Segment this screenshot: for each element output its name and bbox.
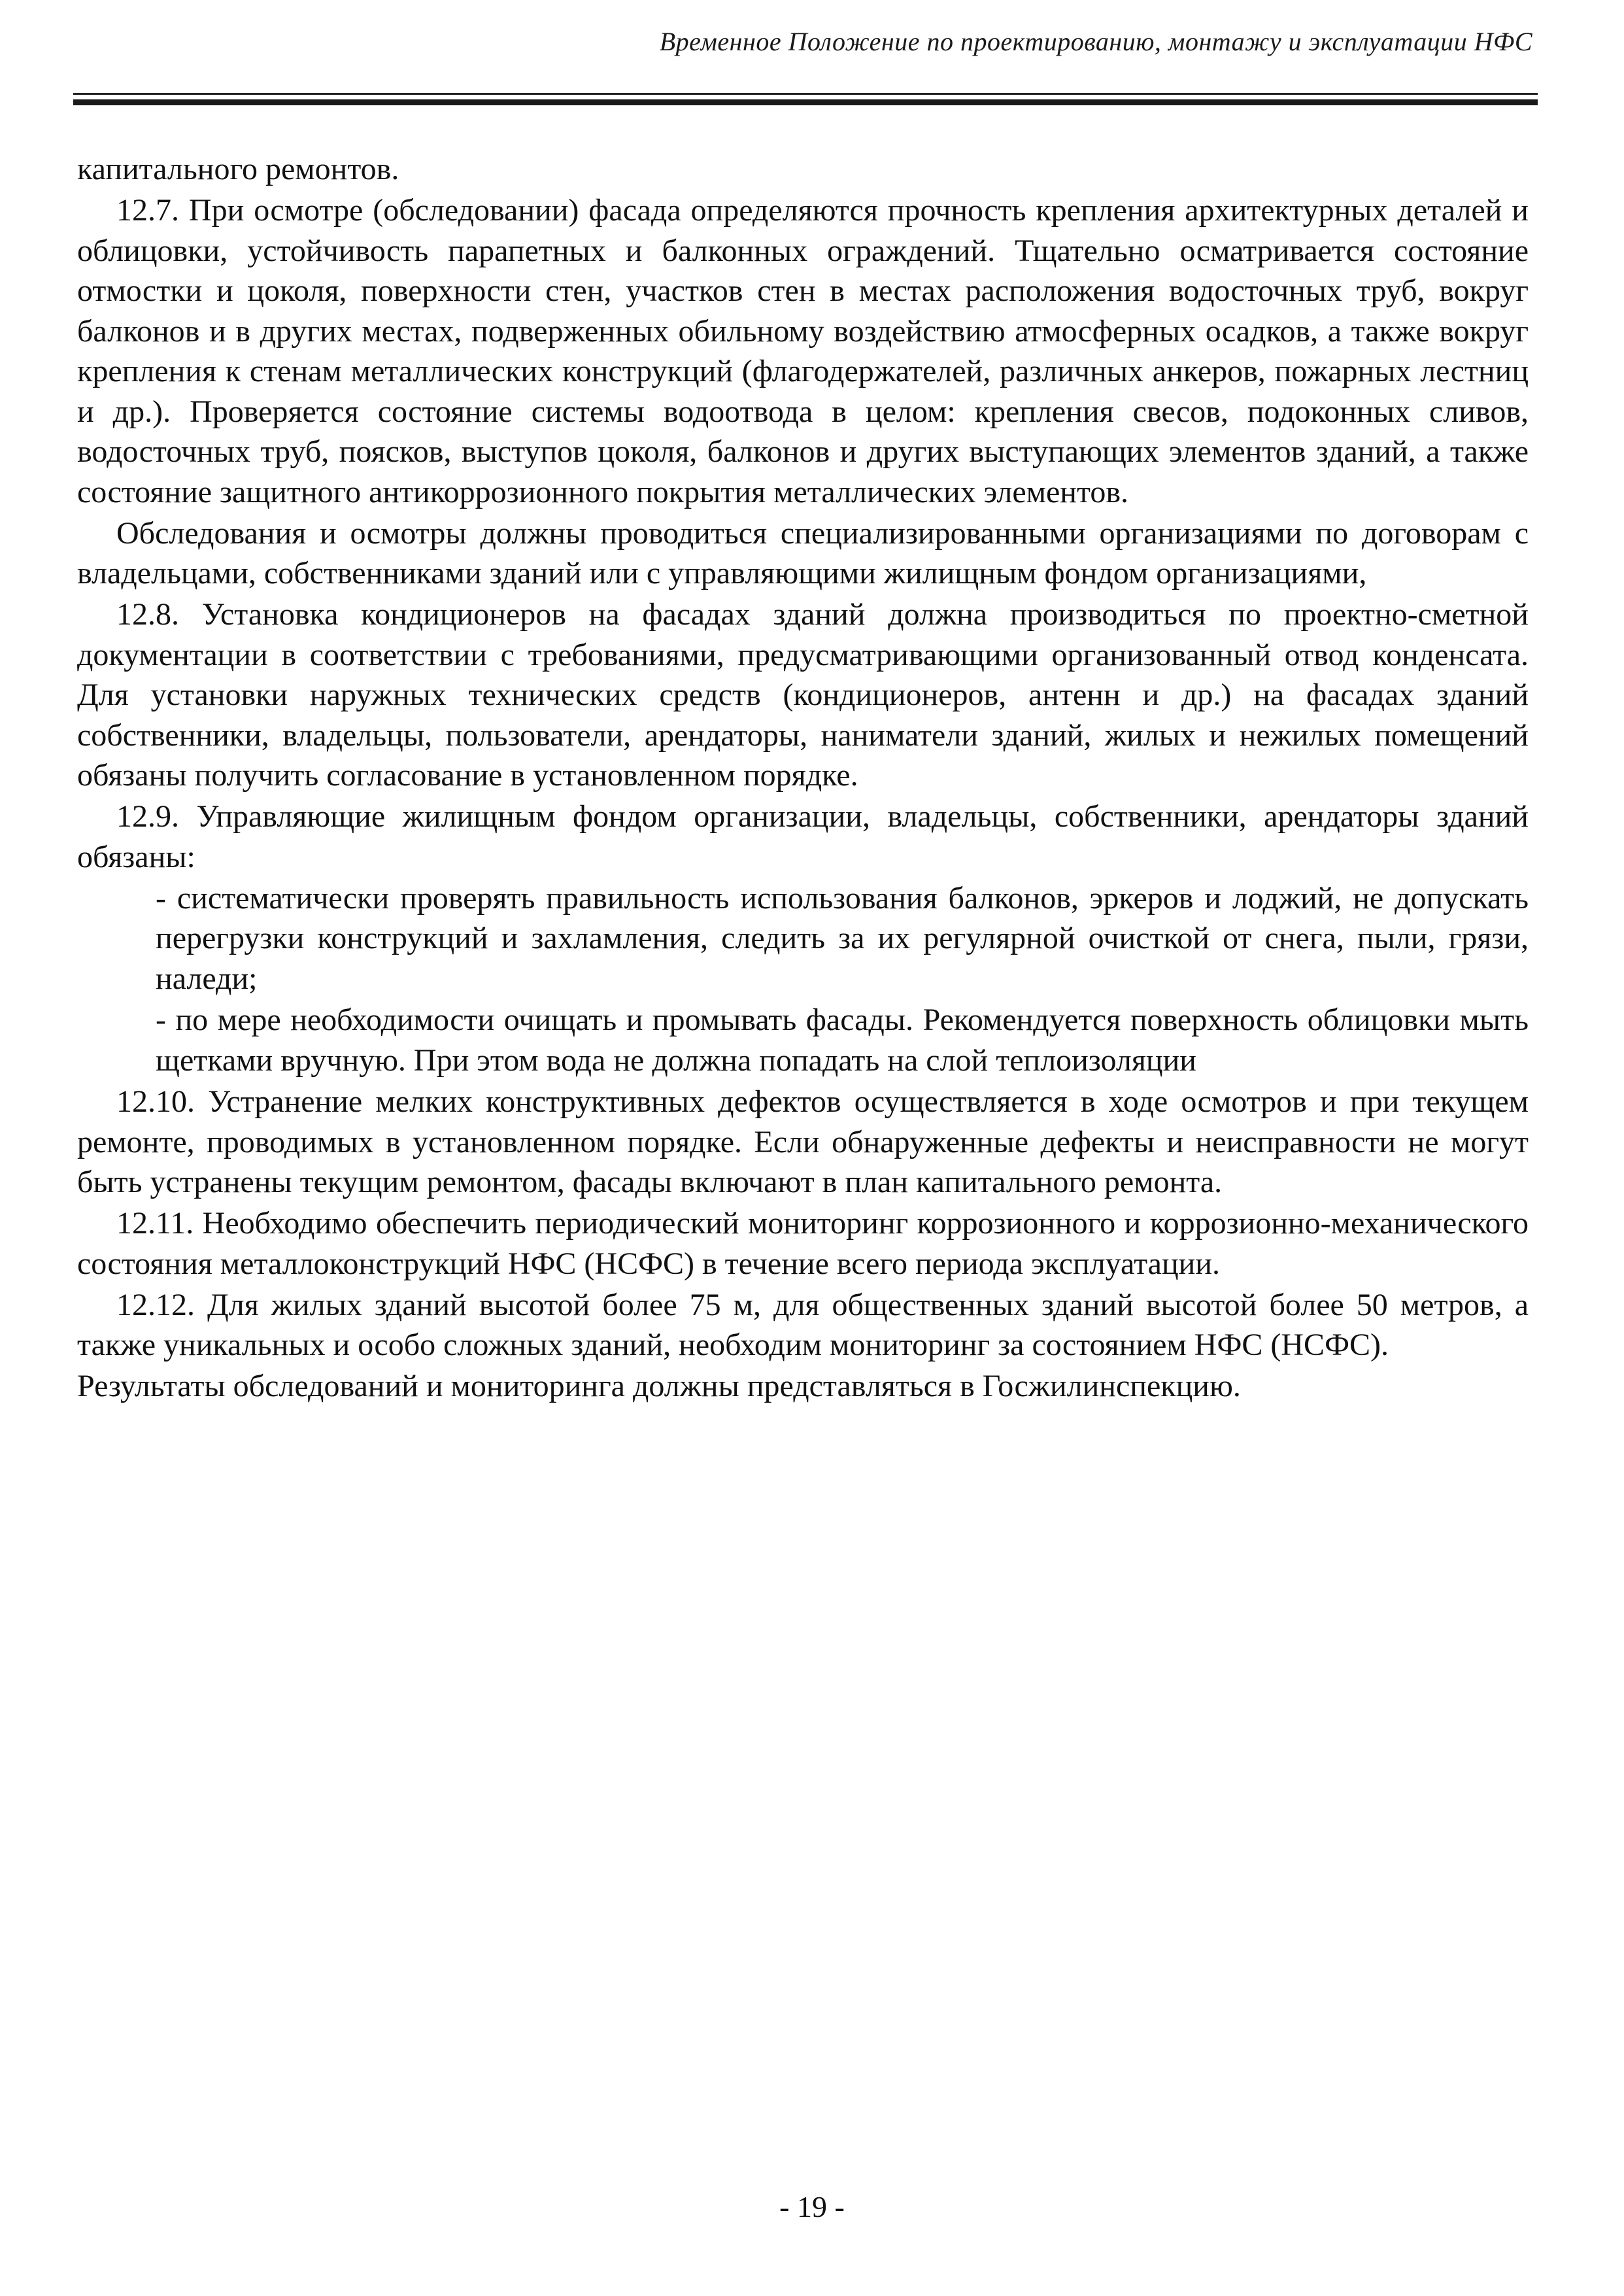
obligations-list: [77, 878, 1529, 1081]
paragraph-12-11: 12.11. Необходимо обеспечить периодический мониторинг коррозионного и коррозионно-механического состояния металлоконструкций НФС (НСФС) в течение всего периода эксплуатации.: [77, 1206, 1529, 1281]
header-rule-thin: [73, 93, 1538, 95]
header-rule-thick: [73, 99, 1538, 105]
paragraph-12-12: 12.12. Для жилых зданий высотой более 75 м, для общественных зданий высотой более 50 метров, а также уникальных и особо сложных зданий, необходим мониторинг за состоянием НФС (НСФС).: [77, 1287, 1529, 1362]
paragraph-12-10: 12.10. Устранение мелких конструктивных дефектов осуществляется в ходе осмотров и при текущем ремонте, проводимых в установленном порядке. Если обнаруженные дефекты и неисправности не могут быть устранены текущим ремонтом, фасады включают в план капитального ремонта.: [77, 1084, 1529, 1199]
paragraph-surveys: Обследования и осмотры должны проводиться специализированными организациями по договорам с владельцами, собственниками зданий или с управляющими жилищным фондом организациями,: [77, 515, 1529, 591]
paragraph-12-8: 12.8. Установка кондиционеров на фасадах зданий должна производиться по проектно-сметной документации в соответствии с требованиями, предусматривающими организованный отвод конденсата. Для установки наружных технических средств (кондиционеров, антенн и др.) на фасадах зданий собственники, владельцы, пользователи, арендаторы, наниматели зданий, жилых и нежилых помещений обязаны получить согласование в установленном порядке.: [77, 597, 1529, 793]
paragraph-results: Результаты обследований и мониторинга должны представляться в Госжилинспекцию.: [77, 1369, 1241, 1403]
page-number: - 19 -: [779, 2190, 845, 2223]
paragraph-12-9: 12.9. Управляющие жилищным фондом организации, владельцы, собственники, арендаторы зданий обязаны:: [77, 799, 1529, 874]
running-header: Временное Положение по проектированию, монтажу и эксплуатации НФС: [659, 27, 1532, 56]
paragraph-12-7: 12.7. При осмотре (обследовании) фасада определяются прочность крепления архитектурных деталей и облицовки, устойчивость парапетных и балконных ограждений. Тщательно осматривается состояние отмостки и цоколя, поверхности стен, участков стен в местах расположения водосточных труб, вокруг балконов и в других местах, подверженных обильному воздействию атмосферных осадков, а также вокруг крепления к стенам металлических конструкций (флагодержателей, различных анкеров, пожарных лестниц и др.). Проверяется состояние системы водоотвода в целом: крепления свесов, подоконных сливов, водосточных труб, поясков, выступов цоколя, балконов и других выступающих элементов зданий, а также состояние защитного антикоррозионного покрытия металлических элементов.: [77, 193, 1529, 509]
list-item: - систематически проверять правильность использования балконов, эркеров и лоджий, не допускать перегрузки конструкций и захламления, следить за их регулярной очисткой от снега, пыли, грязи, наледи;: [156, 880, 1529, 996]
paragraph-intro: капитального ремонтов.: [77, 152, 399, 186]
list-item: - по мере необходимости очищать и промывать фасады. Рекомендуется поверхность облицовки мыть щетками вручную. При этом вода не должна попадать на слой теплоизоляции: [156, 1002, 1529, 1078]
body-text: [77, 149, 1529, 1407]
